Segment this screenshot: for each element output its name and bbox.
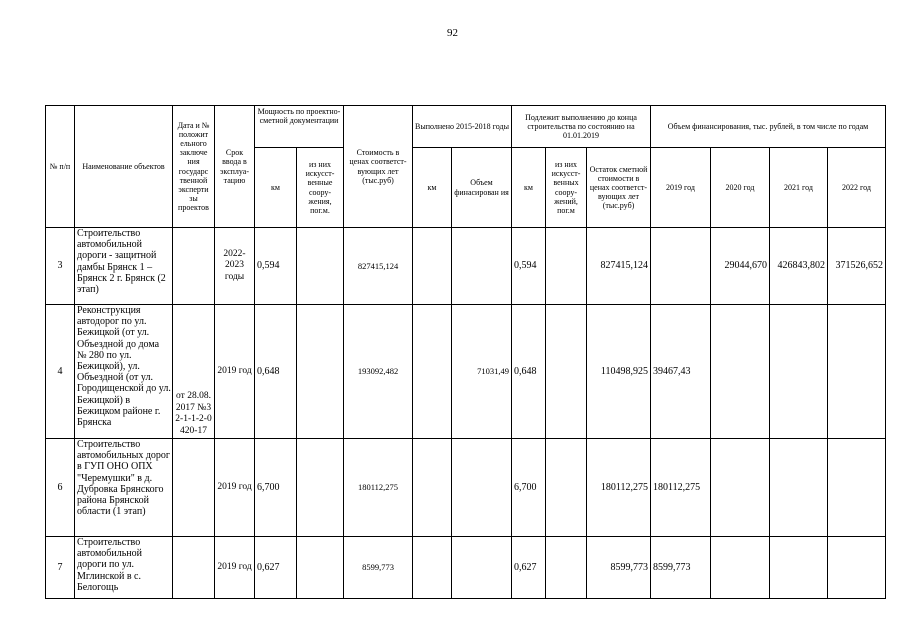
done-financed (452, 228, 512, 305)
cost: 8599,773 (344, 537, 413, 599)
fin-2020 (711, 537, 770, 599)
cost: 193092,482 (344, 305, 413, 439)
row-number: 7 (46, 537, 75, 599)
left-structures (546, 537, 587, 599)
left-km: 0,594 (512, 228, 546, 305)
fin-2021 (770, 439, 828, 537)
table-row (46, 228, 886, 305)
left-km: 0,648 (512, 305, 546, 439)
expertise-date (173, 439, 215, 537)
capacity-km: 6,700 (255, 439, 297, 537)
row-number: 6 (46, 439, 75, 537)
fin-2020: 29044,670 (711, 228, 770, 305)
table-row (46, 537, 886, 599)
left-structures (546, 439, 587, 537)
done-km (413, 439, 452, 537)
object-name: Строительство автомобильной дороги - защитной дамбы Брянск 1 – Брянск 2 г. Брянск (2 этап) (75, 228, 173, 305)
fin-2022: 371526,652 (828, 228, 886, 305)
done-financed (452, 439, 512, 537)
fin-2020 (711, 305, 770, 439)
done-km (413, 305, 452, 439)
col-term-header: Срок ввода в эксплуа-тацию (215, 106, 255, 228)
col-2022-header: 2022 год (828, 148, 886, 228)
table-row (46, 439, 886, 537)
object-name: Строительство автомобильных дорог в ГУП ОНО ОПХ "Черемушки" в д. Дубровка Брянского района Брянской области (1 этап) (75, 439, 173, 537)
col-structures-header: из них искусст-венные соору-жения, пог.м. (297, 148, 344, 228)
col-km-header: км (255, 148, 297, 228)
remaining-cost: 110498,925 (587, 305, 651, 439)
fin-2019 (651, 228, 711, 305)
fin-2022 (828, 439, 886, 537)
expertise-date (173, 228, 215, 305)
col-left-km-header: км (512, 148, 546, 228)
left-km: 0,627 (512, 537, 546, 599)
col-name-header: Наименование объектов (75, 106, 173, 228)
commission-term: 2019 год (215, 439, 255, 537)
expertise-date: от 28.08.2017 №32-1-1-2-0420-17 (173, 305, 215, 439)
remaining-cost: 180112,275 (587, 439, 651, 537)
capacity-structures (297, 537, 344, 599)
col-cost-header: Стоимость в ценах соответст-вующих лет (тыс.руб) (344, 106, 413, 228)
fin-2021 (770, 305, 828, 439)
capacity-structures (297, 228, 344, 305)
fin-2022 (828, 537, 886, 599)
table-row (46, 305, 886, 439)
col-2021-header: 2021 год (770, 148, 828, 228)
remaining-cost: 827415,124 (587, 228, 651, 305)
objects-table (45, 105, 886, 599)
fin-2021 (770, 537, 828, 599)
object-name: Строительство автомобильной дороги по ул. Мглинской в с. Белогощь (75, 537, 173, 599)
col-design-capacity-header: Мощность по проектно-сметной документации (255, 106, 344, 148)
header-row (46, 106, 886, 148)
row-number: 4 (46, 305, 75, 439)
page-number: 92 (447, 27, 458, 39)
commission-term: 2019 год (215, 537, 255, 599)
commission-term: 2022-2023 годы (215, 228, 255, 305)
left-km: 6,700 (512, 439, 546, 537)
capacity-structures (297, 305, 344, 439)
col-to-complete-header: Подлежит выполнению до конца строительства по состоянию на 01.01.2019 (512, 106, 651, 148)
done-km (413, 228, 452, 305)
fin-2019: 39467,43 (651, 305, 711, 439)
capacity-km: 0,627 (255, 537, 297, 599)
fin-2019: 180112,275 (651, 439, 711, 537)
col-done-header: Выполнено 2015-2018 годы (413, 106, 512, 148)
col-left-structures-header: из них искусст-венных соору-жений, пог.м (546, 148, 587, 228)
cost: 827415,124 (344, 228, 413, 305)
col-expertise-header: Дата и № положит ельного заключе ния государс твенной эксперти зы проектов (173, 106, 215, 228)
col-2020-header: 2020 год (711, 148, 770, 228)
fin-2022 (828, 305, 886, 439)
expertise-date (173, 537, 215, 599)
left-structures (546, 305, 587, 439)
commission-term: 2019 год (215, 305, 255, 439)
object-name: Реконструкция автодорог по ул. Бежицкой (от ул. Объездной до дома № 280 по ул. Бежицкой), ул. Объездной (от ул. Городищенской до ул. Бежицкой) в Бежицком районе г. Брянска (75, 305, 173, 439)
col-done-km-header: км (413, 148, 452, 228)
col-remaining-cost-header: Остаток сметной стоимости в ценах соответст-вующих лет (тыс.руб) (587, 148, 651, 228)
capacity-km: 0,594 (255, 228, 297, 305)
col-financing-header: Объем финансирования, тыс. рублей, в том числе по годам (651, 106, 886, 148)
fin-2019: 8599,773 (651, 537, 711, 599)
cost: 180112,275 (344, 439, 413, 537)
fin-2020 (711, 439, 770, 537)
capacity-structures (297, 439, 344, 537)
remaining-cost: 8599,773 (587, 537, 651, 599)
col-2019-header: 2019 год (651, 148, 711, 228)
fin-2021: 426843,802 (770, 228, 828, 305)
done-financed (452, 537, 512, 599)
done-financed: 71031,49 (452, 305, 512, 439)
done-km (413, 537, 452, 599)
col-financed-header: Объем финасирован ия (452, 148, 512, 228)
col-num-header: № п/п (46, 106, 75, 228)
left-structures (546, 228, 587, 305)
row-number: 3 (46, 228, 75, 305)
capacity-km: 0,648 (255, 305, 297, 439)
